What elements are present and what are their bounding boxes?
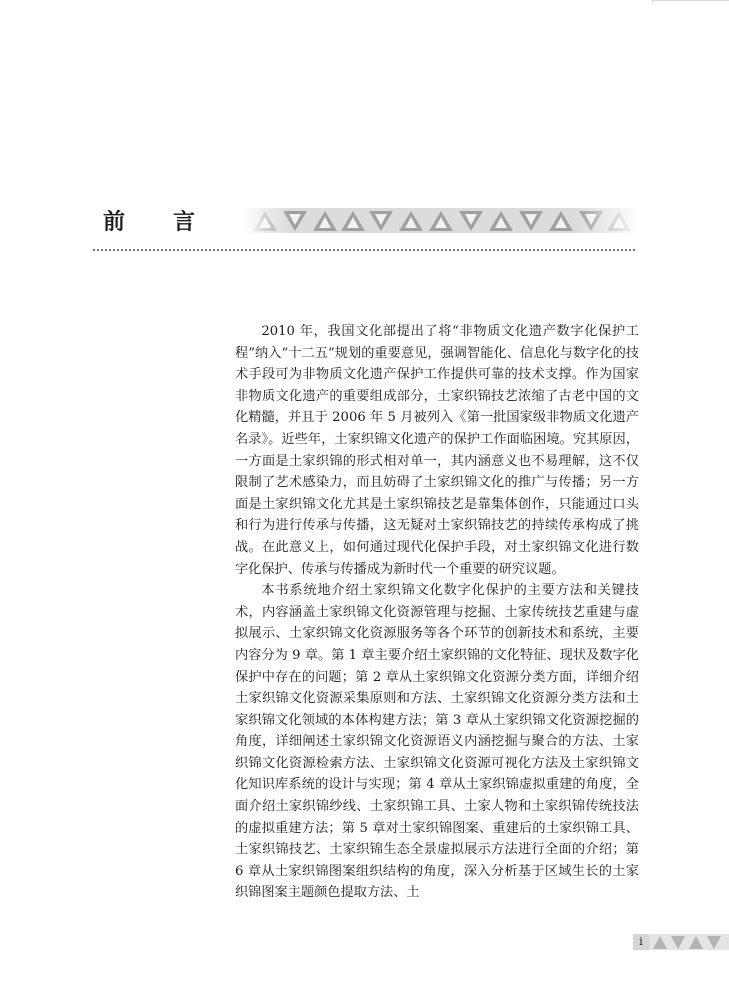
chapter-title-char-1: 前: [103, 209, 130, 235]
preface-body: [235, 321, 639, 904]
paragraph-2: 本书系统地介绍土家织锦文化数字化保护的主要方法和关键技术，内容涵盖土家织锦文化资源管理与挖掘、土家传统技艺重建与虚拟展示、土家织锦文化资源服务等各个环节的创新技术和系统，主要内容分为 9 章。第 1 章主要介绍土家织锦的文化特征、现状及数字化保护中存在的问题；第 2 章从土家织锦文化资源分类方面，详细介绍土家织锦文化资源采集原则和方法、土家织锦文化资源分类方法和土家织锦文化领域的本体构建方法；第 3 章从土家织锦文化资源挖掘的角度，详细阐述土家织锦文化资源语义内涵挖掘与聚合的方法、土家织锦文化资源检索方法、土家织锦文化资源可视化方法及土家织锦文化知识库系统的设计与实现；第 4 章从土家织锦虚拟重建的角度，全面介绍土家织锦纱线、土家织锦工具、土家人物和土家织锦传统技法的虚拟重建方法；第 5 章对土家织锦图案、重建后的土家织锦工具、土家织锦技艺、土家织锦生态全景虚拟展示方法进行全面的介绍；第 6 章从土家织锦图案组织结构的角度，深入分析基于区域生长的土家织锦图案主题颜色提取方法、土: [235, 583, 639, 901]
brocade-pattern-band: [243, 208, 635, 233]
chapter-title-char-2: 言: [173, 209, 200, 235]
chapter-title: [103, 205, 199, 236]
page-number: i: [633, 934, 649, 950]
dotted-divider: [93, 249, 635, 251]
paragraph-1: 2010 年，我国文化部提出了将“非物质文化遗产数字化保护工程”纳入“十二五”规划的重要意见，强调智能化、信息化与数字化的技术手段可为非物质文化遗产保护工作提供可靠的技术支撑。作为国家非物质文化遗产的重要组成部分，土家织锦技艺浓缩了古老中国的文化精髓，并且于 2006 年 5 月被列入《第一批国家级非物质文化遗产名录》。近些年，土家织锦文化遗产的保护工作面临困境。究其原因，一方面是土家织锦的形式相对单一，其内涵意义也不易理解，这不仅限制了艺术感染力，而且妨碍了土家织锦文化的推广与传播；另一方面是土家织锦文化尤其是土家织锦技艺是靠集体创作，只能通过口头和行为进行传承与传播，这无疑对土家织锦技艺的持续传承构成了挑战。在此意义上，如何通过现代化保护手段，对土家织锦文化进行数字化保护、传承与传播成为新时代一个重要的研究议题。: [235, 324, 639, 577]
page-edge-tab: [652, 0, 729, 3]
